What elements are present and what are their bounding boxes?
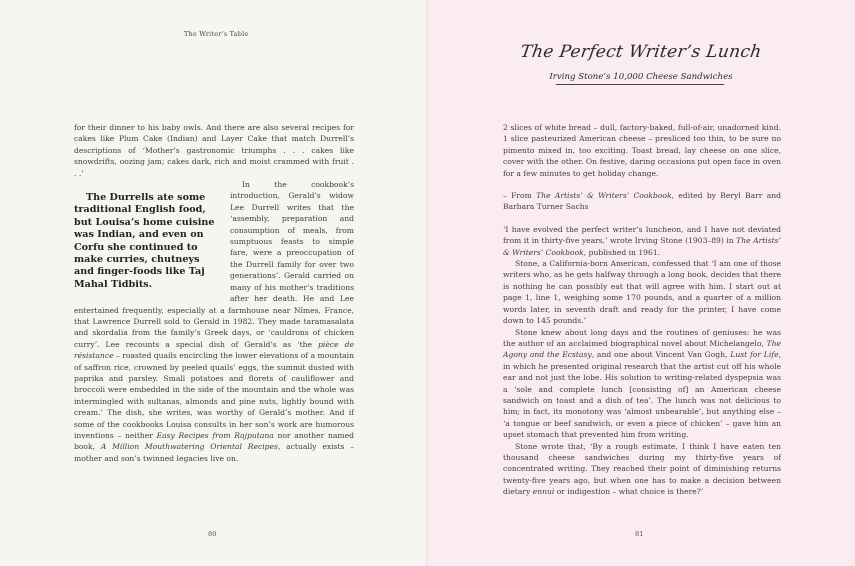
paragraph-text: , published in 1961.: [583, 247, 661, 257]
recipe-source: [503, 190, 781, 213]
book-title: Easy Recipes from Rajputana: [156, 430, 274, 440]
left-page: [0, 0, 427, 566]
paragraph: for their dinner to his baby owls. And there are also several recipes for cakes like Plum Cake (Indian) and Layer Cake that match Durrell’s descriptions of ‘Mother’s gastronomic triumphs . . . cakes like snowdrifts, oozing jam; cakes dark, rich and moist crammed with fruit . . .’: [74, 123, 354, 178]
subtitle-underline: [556, 84, 724, 85]
paragraph: [503, 327, 781, 441]
recipe-text: 2 slices of white bread – dull, factory-baked, full-of-air, unadorned kind. 1 slice pasteurized American cheese – presliced too thin, to be sure no pimento mixed in, too exciting. Toast bread, lay cheese on one slice, cover with the other. On festive, daring occasions put open face in oven for a few minutes to get holiday change.: [503, 123, 781, 178]
paragraph-text: , actually exists – mother and son’s twinned legacies live on.: [74, 442, 355, 463]
paragraph: [74, 179, 354, 464]
book-title: The Agony and the Ecstasy: [503, 338, 781, 360]
paragraph: [503, 441, 781, 498]
paragraph-text: , in which he presented original research that the artist cut off his whole ear and not just the lobe. His solution to writing-related dyspepsia was a ‘sole and complete lunch [consisting of] an American cheese sandwich on toast and a dish of tea’. The lunch was not delicious to him; in fact, its monotony was ‘almost unbearable’, but anything else – ‘a tongue or beef sandwich, or even a piece of chicken’ – gave him an upset stomach that prevented him from writing.: [503, 350, 781, 440]
book-title: The Artists’ & Writers’ Cookbook: [503, 236, 781, 257]
italic-phrase: pièce de résistance: [74, 339, 354, 361]
paragraph-text: In the cookbook’s introduction, Gerald’s widow Lee Durrell writes that the ‘assembly, preparation and consumption of meals, from sumptuous feasts to simple fare, were a preoccupation of the Durrell family for over two generations’. Gerald carried on many of his mother’s traditions after her death. He and Lee entertained frequently, especially at a farmhouse near Nîmes, France, that Lawrence Durrell sold to Gerald in 1982. They made taramasalata and skordalia from the family’s Greek days, or ‘cauldrons of chicken curry’. Lee recounts a special dish of Gerald’s as ‘the: [74, 180, 354, 349]
left-body-text: [74, 122, 354, 464]
book-title: Lust for Life: [730, 350, 779, 360]
page-number: 80: [208, 530, 217, 538]
paragraph-text: ‘I have evolved the perfect writer’s luncheon, and I have not deviated from it in thirty-five years,’ wrote Irving Stone (1903–89) in: [503, 224, 781, 246]
book-title: A Million Mouthwatering Oriental Recipes: [100, 442, 278, 452]
italic-word: ennui: [532, 487, 555, 497]
book-gutter: [426, 0, 428, 566]
paragraph: [503, 224, 781, 258]
paragraph-text: Stone wrote that, ‘By a rough estimate, I think I have eaten ten thousand cheese sandwiches during my thirty-five years of concentrated writing. They reached their point of diminishing returns twenty-five years ago, but when one has to make a decision between dietary: [503, 441, 781, 497]
feature-title: The Perfect Writer’s Lunch: [519, 42, 763, 62]
source-suffix: , edited by Beryl Barr and Barbara Turner Sachs: [503, 191, 782, 212]
paragraph-text: Stone knew about long days and the routines of geniuses: he was the author of an acclaimed biographical novel about Michelangelo,: [503, 327, 781, 348]
right-body-text: [503, 122, 781, 498]
running-head: The Writer’s Table: [184, 30, 249, 38]
paragraph: Stone, a California-born American, confessed that ‘I am one of those writers who, as he gets halfway through a long book, decides that there is nothing he can possibly eat that will agree with him. I start out at page 1, line 1, weighing some 170 pounds, and a quarter of a million words later, in seventh draft and ready for the printer, I have come down to 145 pounds.’: [503, 259, 781, 326]
paragraph-text: or indigestion – what choice is there?’: [554, 487, 704, 497]
paragraph-text: – roasted quails encircling the lower elevations of a mountain of saffron rice, crowned by peeled quails’ eggs, the summit dusted with paprika and parsley. Small potatoes and florets of cauliflower and broccoli were embedded in the side of the mountain and the whole was intermingled with sultanas, almonds and pine nuts, lightly bound with cream.’ The dish, she writes, was worthy of Gerald’s mother. And if some of the cookbooks Louisa consults in her son’s work are humorous inventions – neither: [74, 351, 354, 440]
source-title: The Artists’ & Writers’ Cookbook: [536, 191, 672, 201]
feature-subtitle: Irving Stone’s 10,000 Cheese Sandwiches: [549, 72, 733, 82]
paragraph-text: , and one about Vincent Van Gogh,: [591, 350, 731, 360]
pull-quote: The Durrells ate some traditional English food, but Louisa’s home cuisine was Indian, and even on Corfu she continued to make curries, chutneys and finger-foods like Taj Mahal Tidbits.: [74, 192, 215, 290]
page-number: 81: [635, 530, 644, 538]
source-prefix: – From: [503, 191, 537, 201]
paragraph-text: nor another named book,: [74, 430, 354, 452]
